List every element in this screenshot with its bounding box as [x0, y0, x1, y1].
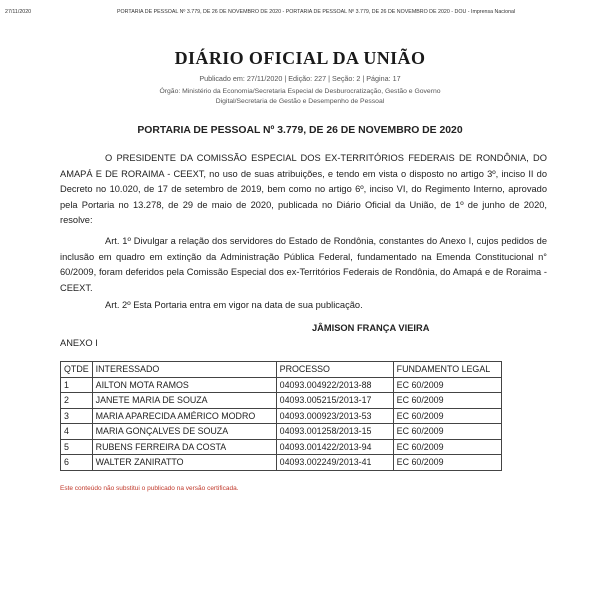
paragraph-preamble-text: O PRESIDENTE DA COMISSÃO ESPECIAL DOS EX-TERRITÓRIOS FEDERAIS DE RONDÔNIA, DO AMAPÁ E DE RORAIMA - CEEXT, no uso de suas atribuições, e tendo em vista o disposto no artigo 3º, inciso II do Decreto no 10.020, de 17 de setembro de 2019, bem como no artigo 6º, inciso VI, do Regimento Interno, aprovado pela Portaria no 13.278, de 29 de maio de 2020, publicada no Diário Oficial da União, de 1º de junho de 2020, resolve:: [60, 153, 547, 225]
print-header: [5, 9, 595, 19]
cell-qtde: 3: [61, 408, 93, 424]
table-row: [61, 439, 502, 455]
certification-disclaimer: Este conteúdo não substitui o publicado na versão certificada.: [60, 485, 239, 492]
table-row: [61, 424, 502, 440]
cell-processo: 04093.005215/2013-17: [276, 393, 393, 409]
publication-info: Publicado em: 27/11/2020 | Edição: 227 | Seção: 2 | Página: 17: [199, 74, 401, 83]
cell-fundamento: EC 60/2009: [393, 424, 501, 440]
column-header-interessado: INTERESSADO: [92, 362, 276, 378]
portaria-title: PORTARIA DE PESSOAL Nº 3.779, DE 26 DE NOVEMBRO DE 2020: [137, 125, 463, 136]
issuing-body: Órgão: Ministério da Economia/Secretaria Especial de Desburocratização, Gestão e Governo Digital/Secretaria de Gestão e Desempenho de Pessoal: [159, 88, 441, 105]
cell-fundamento: EC 60/2009: [393, 455, 501, 471]
cell-qtde: 6: [61, 455, 93, 471]
cell-fundamento: EC 60/2009: [393, 377, 501, 393]
paragraph-article-1: [60, 234, 547, 296]
paragraph-article-2: [60, 298, 547, 314]
print-date: 27/11/2020: [5, 9, 32, 15]
table-header-row: [61, 362, 502, 378]
cell-processo: 04093.001422/2013-94: [276, 439, 393, 455]
table-row: [61, 408, 502, 424]
cell-qtde: 2: [61, 393, 93, 409]
column-header-fundamento: FUNDAMENTO LEGAL: [393, 362, 501, 378]
cell-processo: 04093.002249/2013-41: [276, 455, 393, 471]
paragraph-article-1-text: Art. 1º Divulgar a relação dos servidores do Estado de Rondônia, constantes do Anexo I, cujos pedidos de inclusão em quadro em extinção da Administração Pública Federal, fundamentado na Emenda Constitucional n° 60/2009, foram deferidos pela Comissão Especial dos ex-Territórios Federais de Rondônia, do Amapá e de Roraima - CEEXT.: [60, 236, 547, 293]
column-header-processo: PROCESSO: [276, 362, 393, 378]
cell-interessado: MARIA GONÇALVES DE SOUZA: [92, 424, 276, 440]
signer-name: JÂMISON FRANÇA VIEIRA: [312, 323, 430, 333]
cell-fundamento: EC 60/2009: [393, 393, 501, 409]
cell-interessado: JANETE MARIA DE SOUZA: [92, 393, 276, 409]
annex-label: ANEXO I: [60, 338, 98, 348]
cell-interessado: MARIA APARECIDA AMÉRICO MODRO: [92, 408, 276, 424]
table-row: [61, 377, 502, 393]
cell-fundamento: EC 60/2009: [393, 408, 501, 424]
cell-interessado: WALTER ZANIRATTO: [92, 455, 276, 471]
newspaper-title: DIÁRIO OFICIAL DA UNIÃO: [174, 48, 426, 68]
cell-processo: 04093.004922/2013-88: [276, 377, 393, 393]
cell-processo: 04093.001258/2013-15: [276, 424, 393, 440]
table-row: [61, 393, 502, 409]
cell-qtde: 4: [61, 424, 93, 440]
paragraph-article-2-text: Art. 2º Esta Portaria entra em vigor na data de sua publicação.: [105, 300, 363, 310]
print-running-title: PORTARIA DE PESSOAL Nº 3.779, DE 26 DE NOVEMBRO DE 2020 - PORTARIA DE PESSOAL Nº 3.779, DE 26 DE NOVEMBRO DE 2020 - DOU - Imprensa Nacional: [117, 9, 516, 15]
annex-table: [60, 361, 502, 471]
cell-qtde: 1: [61, 377, 93, 393]
cell-qtde: 5: [61, 439, 93, 455]
table-row: [61, 455, 502, 471]
column-header-qtde: QTDE: [61, 362, 93, 378]
cell-interessado: AILTON MOTA RAMOS: [92, 377, 276, 393]
cell-interessado: RUBENS FERREIRA DA COSTA: [92, 439, 276, 455]
paragraph-preamble: [60, 151, 547, 229]
cell-processo: 04093.000923/2013-53: [276, 408, 393, 424]
cell-fundamento: EC 60/2009: [393, 439, 501, 455]
